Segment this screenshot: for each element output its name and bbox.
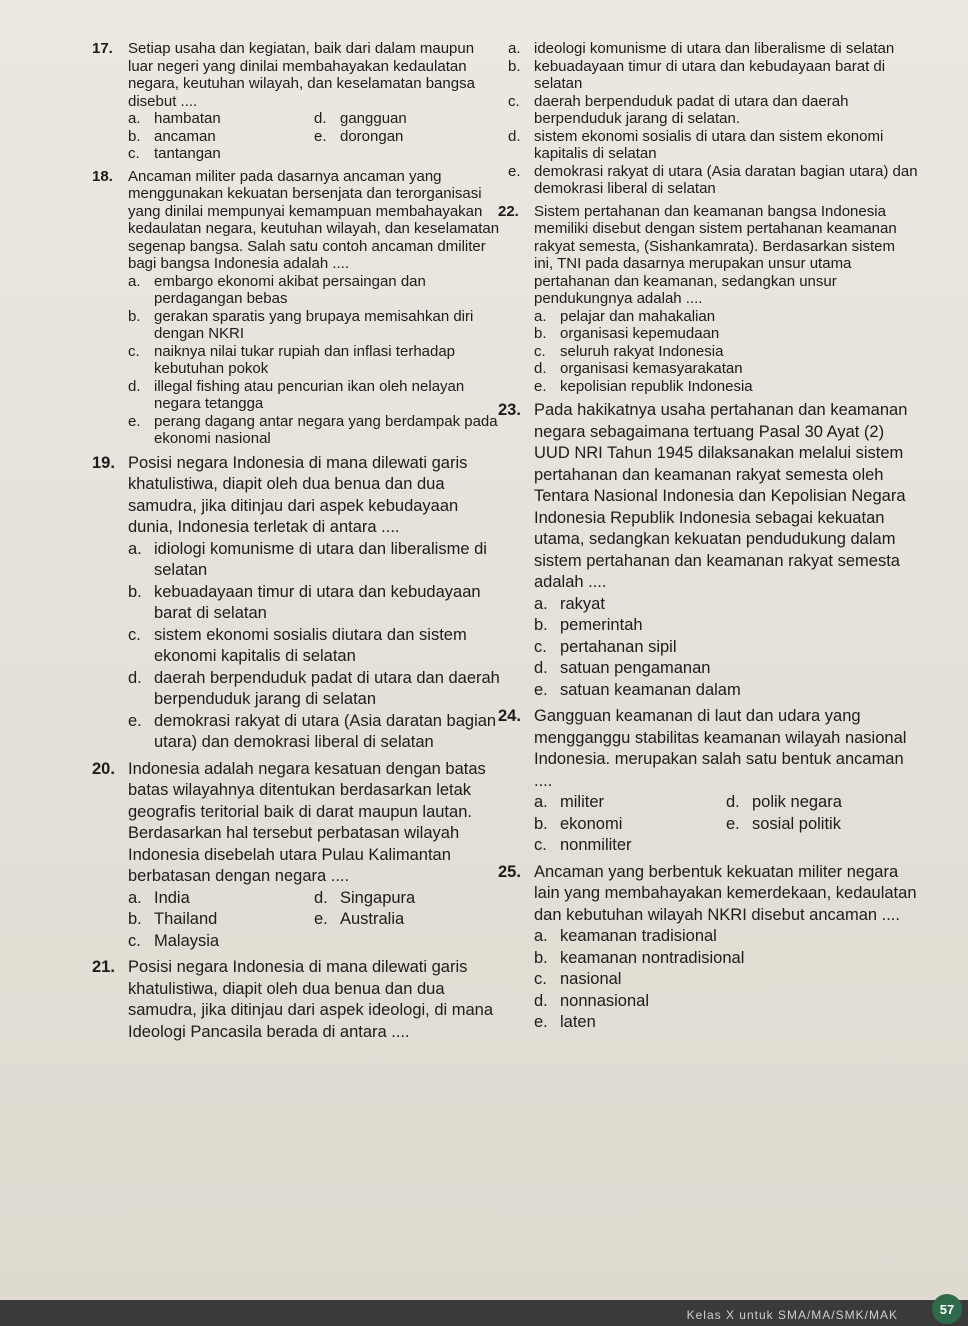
question-22 (498, 203, 918, 396)
question-stem: Posisi negara Indonesia di mana dilewati garis khatulistiwa, diapit oleh dua benua dan dua samudra, jika ditinjau dari aspek kebudayaan dunia, Indonesia terletak di antara .... (128, 453, 468, 536)
question-stem: Ancaman yang berbentuk kekuatan militer negara lain yang membahayakan kemerdekaan, kedaulatan dan kebutuhan wilayah NKRI disebut ancaman .... (534, 862, 917, 924)
option-e[interactable]: e. sosial politik (726, 814, 841, 833)
question-18 (92, 168, 500, 448)
question-stem: Setiap usaha dan kegiatan, baik dari dalam maupun luar negeri yang dinilai membahayakan kedaulatan negara, keutuhan wilayah, dan keselamatan bangsa disebut .... (128, 40, 475, 110)
option-d[interactable]: d. satuan pengamanan (534, 659, 711, 677)
option-a[interactable]: a. India (128, 888, 190, 907)
option-e[interactable]: e. satuan keamanan dalam (534, 680, 741, 699)
question-number: 20. (92, 759, 115, 778)
option-d[interactable]: d. nonnasional (534, 991, 649, 1010)
options-list (498, 926, 918, 1034)
options-list (498, 40, 918, 198)
option-b[interactable]: b. keamanan nontradisional (534, 948, 745, 967)
option-c[interactable]: c. Malaysia (128, 931, 220, 950)
question-25 (498, 862, 918, 1034)
option-b[interactable]: b. kebuadayaan timur di utara dan kebudayaan barat di selatan (508, 57, 886, 92)
left-column (92, 40, 500, 1048)
options-list (498, 594, 918, 702)
option-a[interactable]: a. embargo ekonomi akibat persaingan dan perdagangan bebas (128, 272, 426, 307)
option-b[interactable]: b. ancaman (128, 127, 216, 145)
question-23 (498, 400, 918, 701)
footer-text: Kelas X untuk SMA/MA/SMK/MAK (686, 1308, 898, 1322)
option-d[interactable]: d. polik negara (726, 793, 842, 811)
option-c[interactable]: c. tantangan (128, 145, 221, 162)
question-number: 25. (498, 862, 521, 881)
question-number: 24. (498, 707, 521, 725)
option-d[interactable]: d. Singapura (314, 888, 416, 907)
option-c[interactable]: c. daerah berpenduduk padat di utara dan daerah berpenduduk jarang di selatan. (508, 92, 849, 127)
question-stem: Ancaman militer pada dasarnya ancaman yang menggunakan kekuatan bersenjata dan terorganisasi yang dinilai mempunyai kemampuan membahayakan kedaulatan negara, keutuhan wilayah, dan keselamatan segenap bangsa. Salah satu contoh ancaman dmiliter bagi bangsa Indonesia adalah .... (128, 167, 500, 272)
question-19 (92, 453, 500, 754)
question-stem: Sistem pertahanan dan keamanan bangsa Indonesia memiliki disebut dengan sistem pertahanan keamanan rakyat semesta, (Sishankamrata). Berdasarkan sistem ini, TNI pada dasarnya merupakan unsur utama pertahanan dan keamanan, sedangkan unsur pendukungnya adalah .... (534, 202, 897, 307)
option-d[interactable]: d. sistem ekonomi sosialis di utara dan sistem ekonomi kapitalis di selatan (508, 127, 884, 162)
option-b[interactable]: b. pemerintah (534, 616, 643, 634)
option-b[interactable]: b. kebuadayaan timur di utara dan kebudayaan barat di selatan (128, 582, 481, 622)
option-a[interactable]: a. militer (534, 793, 604, 811)
question-20 (92, 759, 500, 953)
question-17-continued-options (498, 40, 918, 198)
option-a[interactable]: a. idiologi komunisme di utara dan liberalisme di selatan (128, 539, 487, 579)
options-grid (92, 888, 500, 953)
options-list (498, 308, 918, 396)
question-number: 22. (498, 202, 519, 220)
options-grid (498, 792, 918, 857)
option-d[interactable]: d. daerah berpenduduk padat di utara dan daerah berpenduduk jarang di selatan (128, 668, 500, 708)
option-e[interactable]: e. demokrasi rakyat di utara (Asia daratan bagian utara) dan demokrasi liberal di selatan (508, 162, 918, 197)
option-d[interactable]: d. illegal fishing atau pencurian ikan oleh nelayan negara tetangga (128, 377, 465, 412)
options-list (92, 539, 500, 754)
page-footer (0, 1300, 968, 1326)
option-b[interactable]: b. ekonomi (534, 814, 623, 833)
question-24 (498, 706, 918, 857)
option-b[interactable]: b. gerakan sparatis yang brupaya memisahkan diri dengan NKRI (128, 307, 474, 342)
option-e[interactable]: e. demokrasi rakyat di utara (Asia daratan bagian utara) dan demokrasi liberal di selatan (128, 711, 497, 751)
option-a[interactable]: a. hambatan (128, 110, 221, 127)
option-d[interactable]: d. organisasi kemasyarakatan (534, 360, 743, 377)
option-e[interactable]: e. dorongan (314, 127, 404, 145)
question-number: 23. (498, 401, 521, 419)
question-17 (92, 40, 500, 163)
option-c[interactable]: c. nonmiliter (534, 836, 632, 854)
question-stem: Indonesia adalah negara kesatuan dengan batas batas wilayahnya ditentukan berdasarkan letak geografis teritorial baik di darat maupun lautan. Berdasarkan hal tersebut perbatasan wilayah Indonesia disebelah utara Pulau Kalimantan berbatasan dengan negara .... (128, 759, 486, 885)
option-c[interactable]: c. pertahanan sipil (534, 637, 677, 656)
option-a[interactable]: a. rakyat (534, 594, 605, 613)
option-b[interactable]: b. organisasi kepemudaan (534, 325, 720, 342)
question-stem: Posisi negara Indonesia di mana dilewati garis khatulistiwa, diapit oleh dua benua dan dua samudra, jika ditinjau dari aspek ideologi, di mana Ideologi Pancasila berada di antara .... (128, 958, 494, 1041)
question-number: 17. (92, 40, 113, 57)
option-c[interactable]: c. sistem ekonomi sosialis diutara dan sistem ekonomi kapitalis di selatan (128, 625, 467, 665)
option-c[interactable]: c. naiknya nilai tukar rupiah dan inflasi terhadap kebutuhan pokok (128, 342, 456, 377)
question-stem: Pada hakikatnya usaha pertahanan dan keamanan negara sebagaimana tertuang Pasal 30 Ayat (2) UUD NRI Tahun 1945 dilaksanakan melalui sistem pertahanan dan keamanan rakyat semesta oleh Tentara Nasional Indonesia dan Kepolisian Negara Indonesia Republik Indonesia sebagai kekuatan utama, sedangkan kekuatan pendudukung dalam sistem pertahanan dan keamanan rakyat semesta adalah .... (534, 401, 908, 591)
option-a[interactable]: a. keamanan tradisional (534, 927, 717, 945)
option-a[interactable]: a. pelajar dan mahakalian (534, 307, 716, 325)
option-e[interactable]: e. kepolisian republik Indonesia (534, 377, 753, 395)
option-c[interactable]: c. nasional (534, 970, 622, 988)
option-e[interactable]: e. Australia (314, 910, 405, 928)
question-number: 21. (92, 958, 115, 976)
question-number: 19. (92, 453, 115, 472)
option-d[interactable]: d. gangguan (314, 110, 407, 127)
option-a[interactable]: a. ideologi komunisme di utara dan liberalisme di selatan (508, 40, 895, 57)
option-e[interactable]: e. perang dagang antar negara yang berdampak pada ekonomi nasional (128, 412, 498, 447)
right-column (498, 40, 918, 1039)
options-grid (92, 110, 500, 163)
option-e[interactable]: e. laten (534, 1013, 596, 1031)
question-21 (92, 957, 500, 1043)
question-number: 18. (92, 167, 113, 185)
page-number-badge: 57 (932, 1294, 962, 1324)
option-b[interactable]: b. Thailand (128, 910, 218, 928)
option-c[interactable]: c. seluruh rakyat Indonesia (534, 342, 724, 360)
question-stem: Gangguan keamanan di laut dan udara yang mengganggu stabilitas keamanan wilayah nasional Indonesia. merupakan salah satu bentuk ancaman .... (534, 707, 907, 790)
options-list (92, 273, 500, 448)
